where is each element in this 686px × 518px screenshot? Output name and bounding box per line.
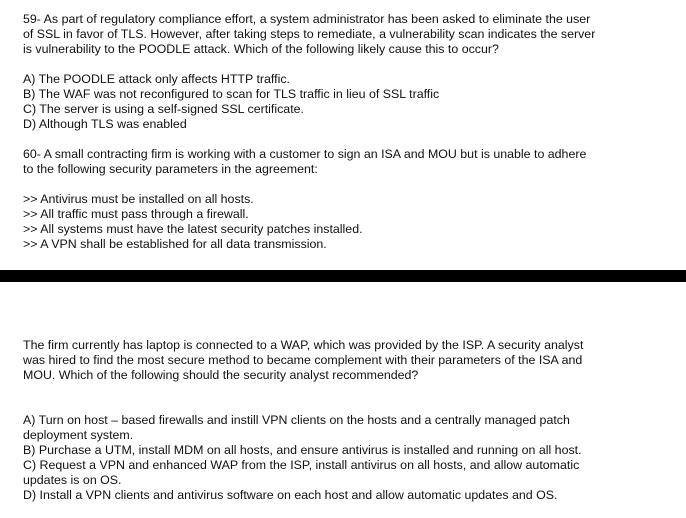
q59-text-line-2: of SSL in favor of TLS. However, after taking steps to remediate, a vulnerability scan indicates the server bbox=[23, 27, 596, 41]
q59-option-a: A) The POODLE attack only affects HTTP traffic. bbox=[23, 72, 290, 86]
q60-option-d: D) Install a VPN clients and antivirus software on each host and allow automatic updates and OS. bbox=[23, 488, 558, 502]
q60-bullet-1: >> Antivirus must be installed on all hosts. bbox=[23, 192, 254, 206]
q60-text-line-2: to the following security parameters in the agreement: bbox=[23, 162, 318, 176]
q60-option-c-line-1: C) Request a VPN and enhanced WAP from the ISP, install antivirus on all hosts, and allow automatic bbox=[23, 458, 580, 472]
page-break-divider bbox=[0, 270, 686, 282]
q60-continuation-line-2: was hired to find the most secure method to became complement with their parameters of the ISA and bbox=[23, 353, 583, 367]
q60-bullet-3: >> All systems must have the latest security patches installed. bbox=[23, 222, 363, 236]
q60-option-a-line-1: A) Turn on host – based firewalls and instill VPN clients on the hosts and a centrally managed patch bbox=[23, 413, 570, 427]
q59-text-line-3: is vulnerability to the POODLE attack. Which of the following likely cause this to occur? bbox=[23, 42, 499, 56]
q59-option-b: B) The WAF was not reconfigured to scan for TLS traffic in lieu of SSL traffic bbox=[23, 87, 440, 101]
q60-continuation-line-1: The firm currently has laptop is connected to a WAP, which was provided by the ISP. A security analyst bbox=[23, 338, 584, 352]
q59-option-d: D) Although TLS was enabled bbox=[23, 117, 187, 131]
q59-text-line-1: 59- As part of regulatory compliance effort, a system administrator has been asked to eliminate the user bbox=[23, 12, 591, 26]
q60-option-a-line-2: deployment system. bbox=[23, 428, 134, 442]
q60-text-line-1: 60- A small contracting firm is working with a customer to sign an ISA and MOU but is unable to adhere bbox=[23, 147, 587, 161]
q60-option-c-line-2: updates is on OS. bbox=[23, 473, 122, 487]
q60-continuation-line-3: MOU. Which of the following should the security analyst recommended? bbox=[23, 368, 419, 382]
q60-bullet-2: >> All traffic must pass through a firewall. bbox=[23, 207, 249, 221]
q60-option-b: B) Purchase a UTM, install MDM on all hosts, and ensure antivirus is installed and running on all host. bbox=[23, 443, 582, 457]
q59-option-c: C) The server is using a self-signed SSL certificate. bbox=[23, 102, 304, 116]
q60-bullet-4: >> A VPN shall be established for all data transmission. bbox=[23, 237, 327, 251]
